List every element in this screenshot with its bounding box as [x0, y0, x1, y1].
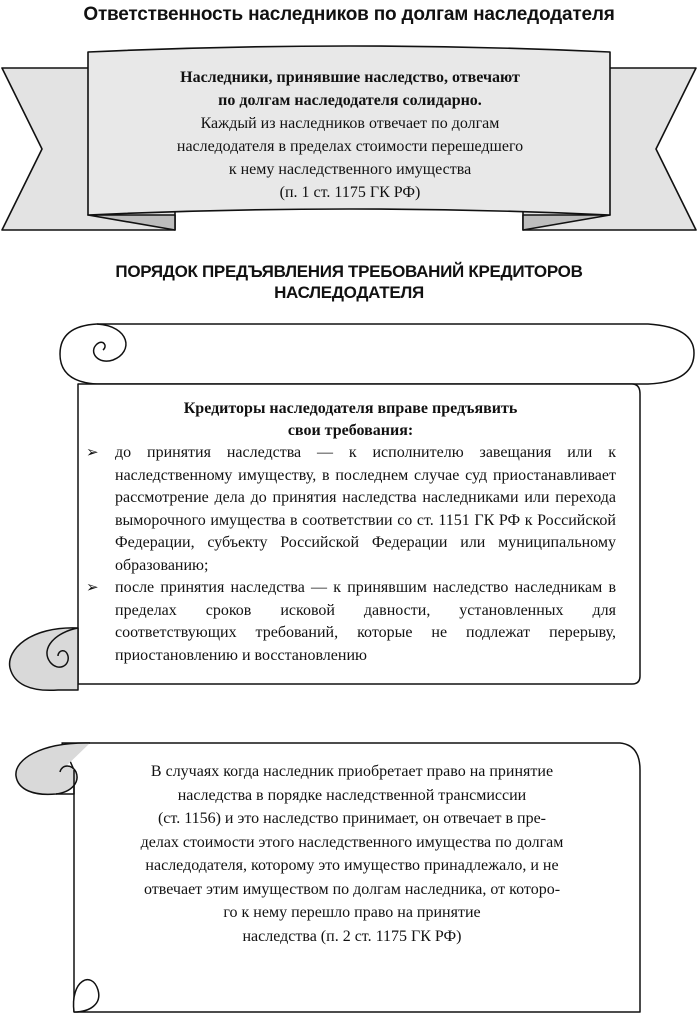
creditors-heading: [85, 398, 616, 442]
creditors-heading-line-2: свои требования:: [287, 422, 414, 439]
creditors-claims-block: [85, 398, 616, 667]
transmission-citation: наследства (п. 2 ст. 1175 ГК РФ): [242, 927, 462, 945]
transmission-line: делах стоимости этого наследственного имущества по долгам: [140, 833, 564, 851]
ribbon-banner-text: [100, 66, 600, 204]
arrowhead-bullet-icon: ➢: [86, 445, 99, 461]
page-title: Ответственность наследников по долгам наследодателя: [83, 4, 615, 25]
list-item: [85, 577, 616, 667]
transmission-line: наследства в порядке наследственной трансмиссии: [177, 786, 527, 804]
section-title: [0, 261, 698, 303]
transmission-line: В случаях когда наследник приобретает право на принятие: [150, 763, 554, 780]
arrowhead-bullet-icon: ➢: [86, 580, 99, 596]
banner-citation: (п. 1 ст. 1175 ГК РФ): [279, 184, 421, 201]
creditors-heading-line-1: Кредиторы наследодателя вправе предъявить: [183, 400, 518, 417]
banner-line-3: Каждый из наследников отвечает по долгам: [200, 115, 500, 132]
banner-bold-line-2: по долгам наследодателя солидарно.: [218, 92, 482, 109]
transmission-line: (ст. 1156) и это наследство принимает, он отвечает в пре-: [157, 810, 547, 827]
section-title-line-1: ПОРЯДОК ПРЕДЪЯВЛЕНИЯ ТРЕБОВАНИЙ КРЕДИТОРОВ: [115, 262, 583, 281]
banner-bold-line-1: Наследники, принявшие наследство, отвечают: [180, 69, 520, 86]
scroll-one-top-roll: [60, 324, 694, 384]
transmission-line: отвечает этим имуществом по долгам наследника, от которо-: [143, 880, 561, 898]
transmission-block: [82, 760, 622, 948]
banner-line-4: наследодателя в пределах стоимости перешедшего: [176, 138, 524, 155]
transmission-line: го к нему перешло право на принятие: [223, 904, 481, 921]
banner-line-5: к нему наследственного имущества: [228, 161, 472, 178]
list-item-text: до принятия наследства — к исполнителю завещания или к наследственному имуществу, в последнем случае суд приостанавливает рассмотрение дела до принятия наследства наследниками или перехода выморочного имущества в соответствии со ст. 1151 ГК РФ к Российской Федерации, субъекту Российской Федерации или муниципальному образованию;: [115, 444, 616, 574]
transmission-line: наследодателя, которому это имущество принадлежало, и не: [145, 857, 559, 874]
list-item-text: после принятия наследства — к принявшим наследство наследникам в пределах сроков исковой давности, установленных для соответствующих требований, которые не подлежат перерыву, приостановлению и восстановлению: [115, 579, 616, 664]
list-item: [85, 442, 616, 577]
section-title-line-2: НАСЛЕДОДАТЕЛЯ: [274, 283, 424, 302]
